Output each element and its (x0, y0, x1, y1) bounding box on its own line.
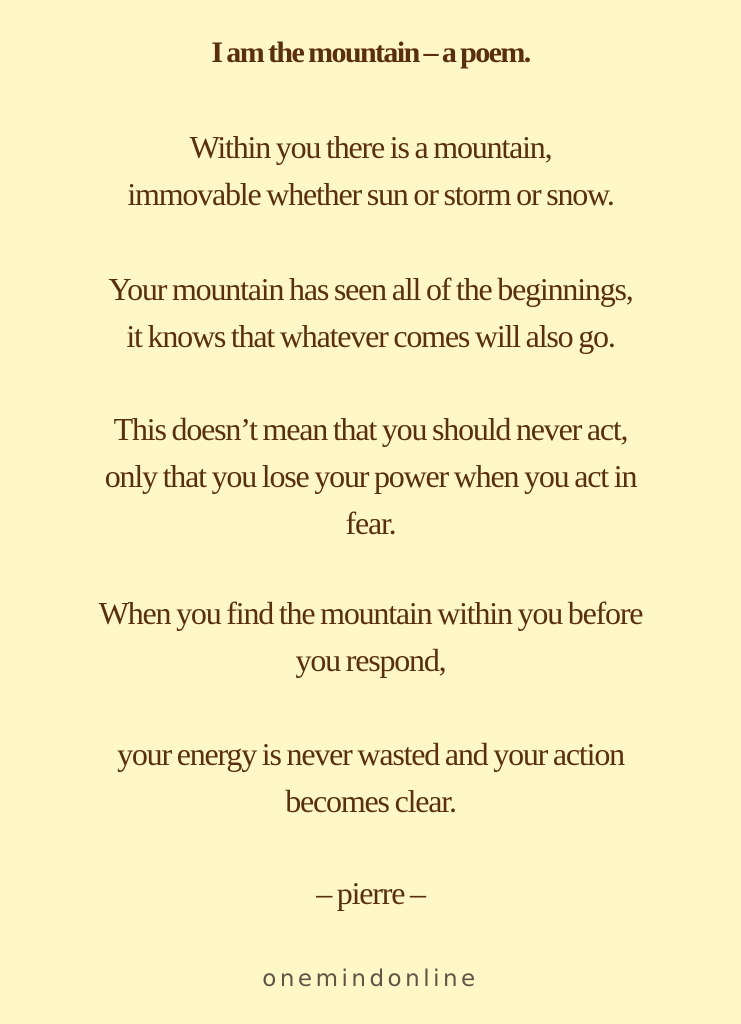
stanza-1 (30, 124, 711, 218)
poem-signature: – pierre – (316, 875, 425, 911)
poem-title: I am the mountain – a poem. (211, 36, 530, 69)
poem-line: becomes clear. (285, 783, 456, 819)
poem-line: Your mountain has seen all of the beginnings, (108, 271, 633, 307)
poem-line: fear. (345, 505, 396, 541)
poem-line: your energy is never wasted and your action (117, 736, 624, 772)
stanza-4 (30, 590, 711, 684)
stanza-5 (30, 731, 711, 825)
poem-line: immovable whether sun or storm or snow. (127, 176, 614, 212)
poem-line: you respond, (295, 642, 446, 678)
brand-watermark: onemindonline (262, 966, 479, 992)
stanza-2 (30, 266, 711, 360)
poem-line: Within you there is a mountain, (189, 129, 552, 165)
poem-line: This doesn’t mean that you should never act, (113, 411, 628, 447)
poem-line: it knows that whatever comes will also go. (126, 318, 615, 354)
poem-line: only that you lose your power when you act in (104, 458, 637, 494)
poem-line: When you find the mountain within you before (98, 595, 643, 631)
stanza-3 (30, 406, 711, 547)
